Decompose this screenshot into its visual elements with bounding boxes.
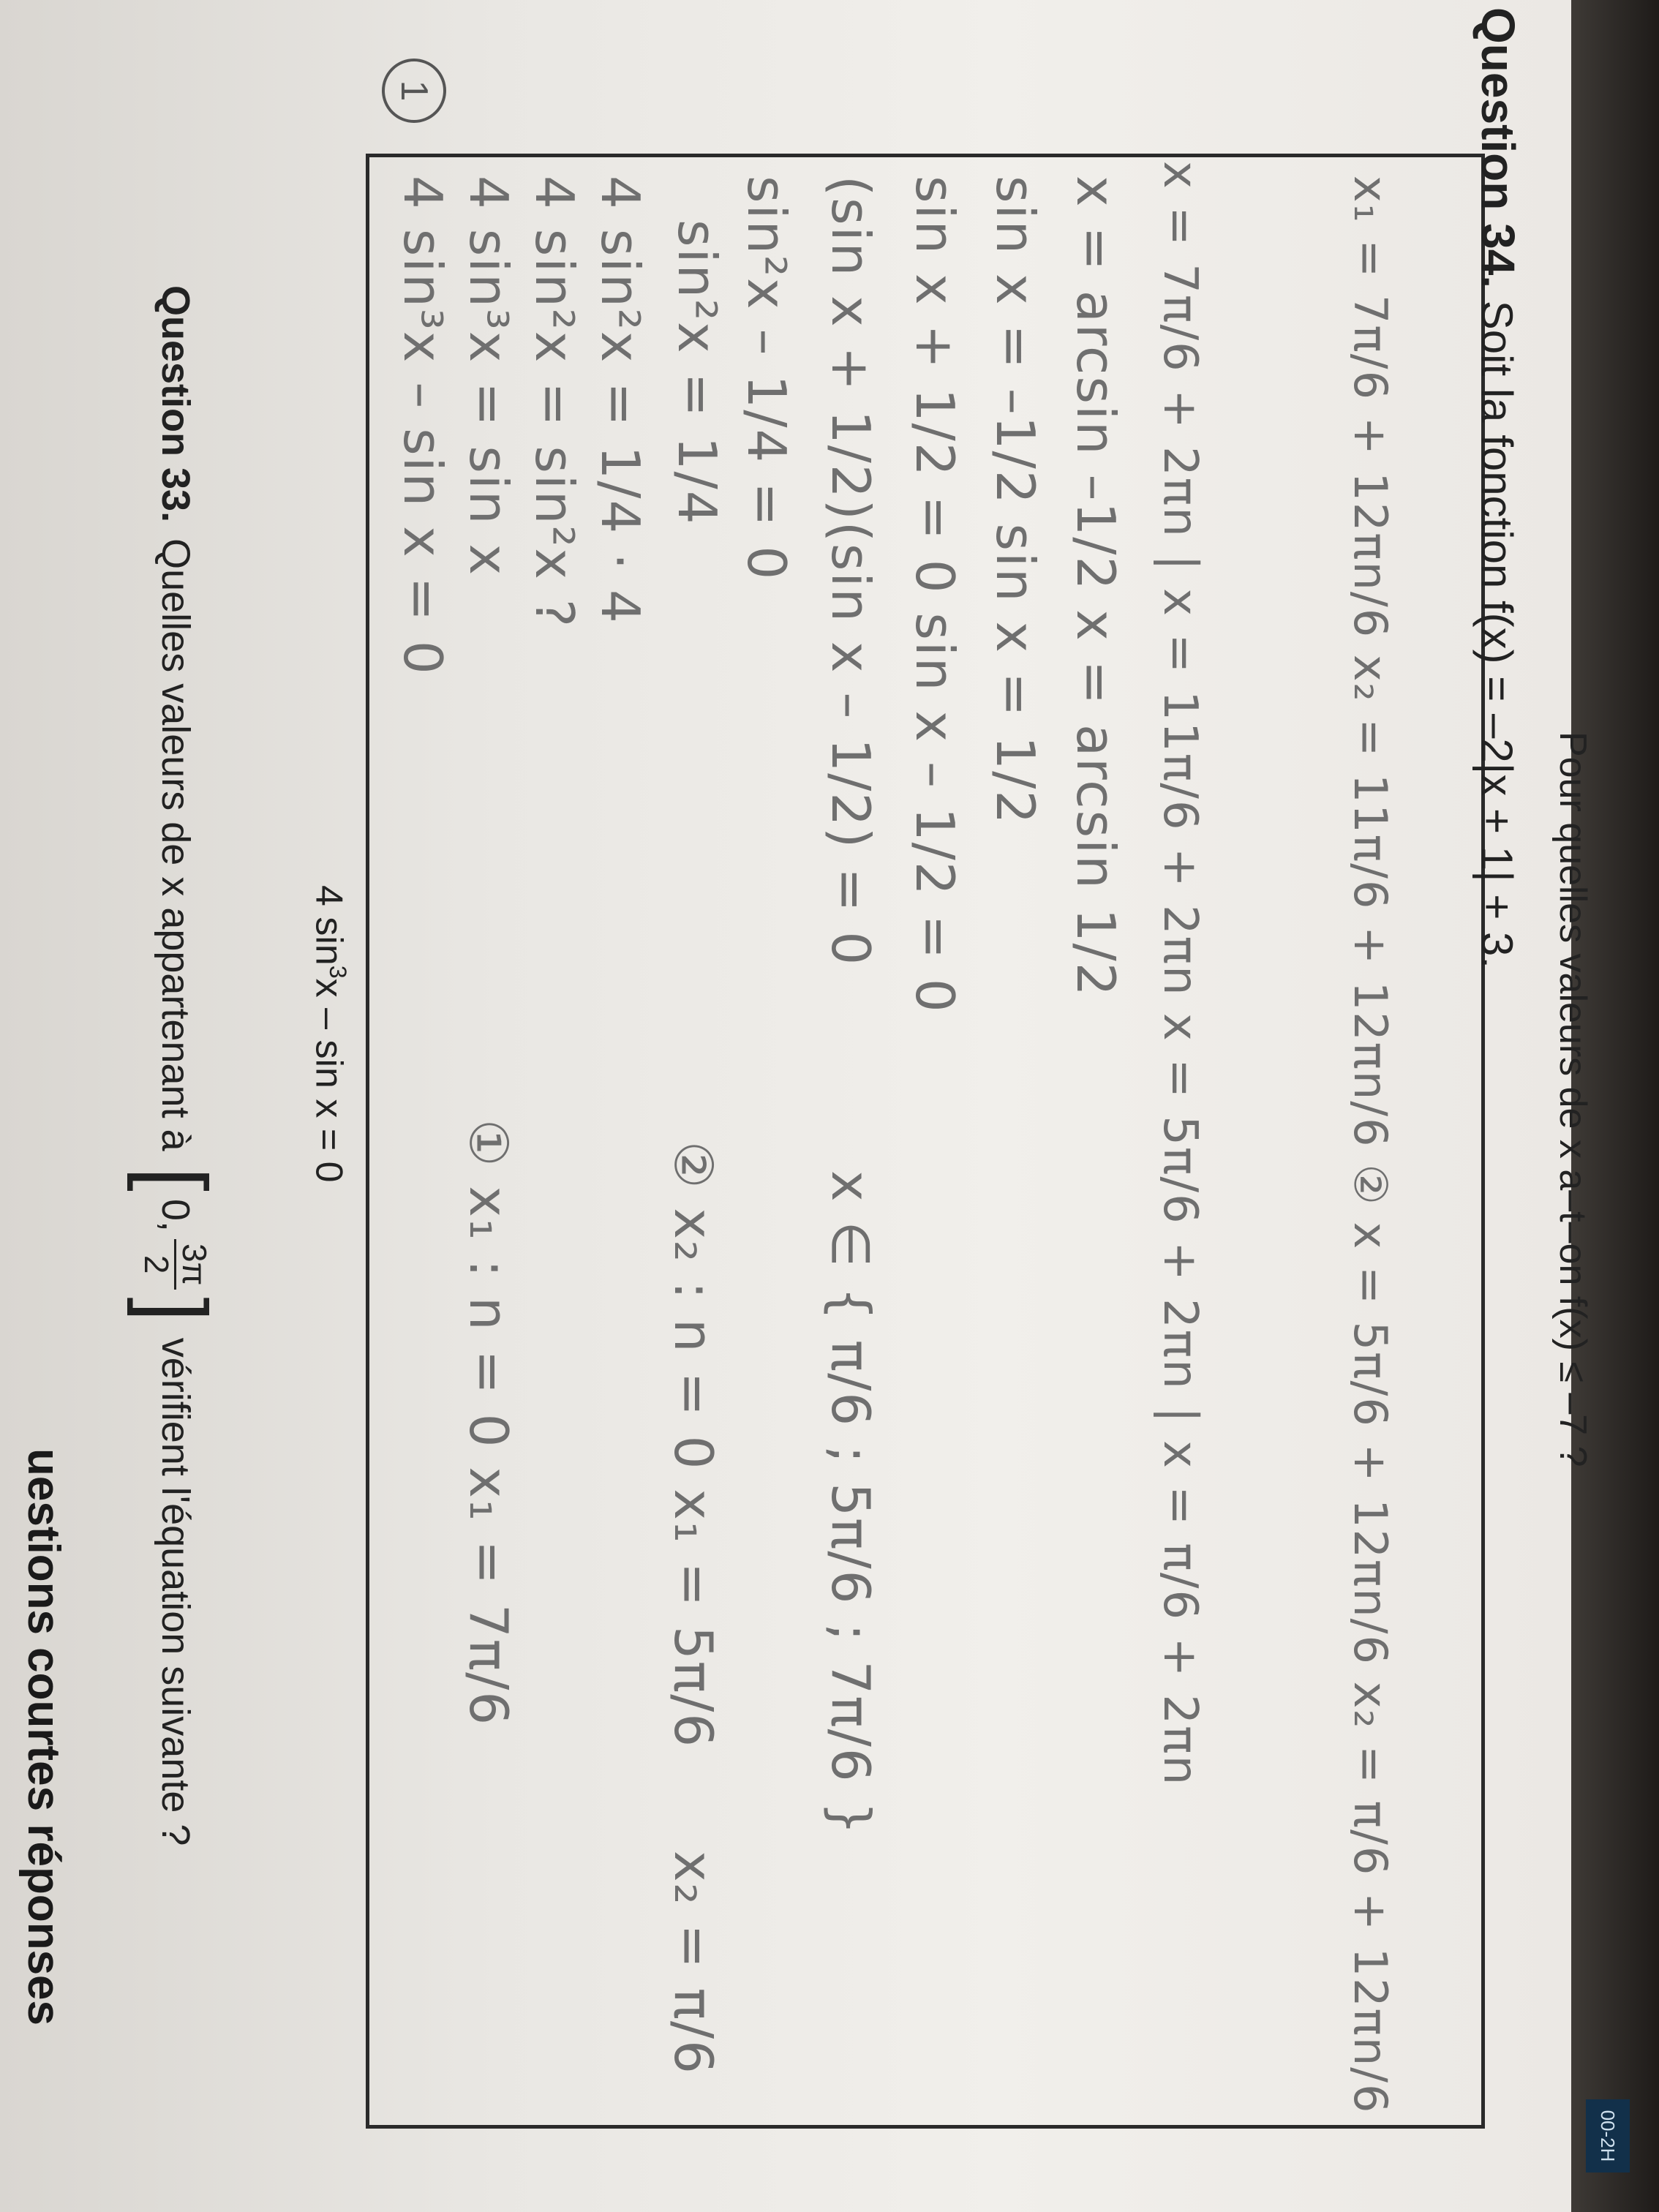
interval-end-fraction — [139, 1239, 212, 1290]
interval-end-den: 2 — [138, 1254, 176, 1274]
question-34-number: Question 34. — [1472, 7, 1524, 289]
equation-left: 4 sin — [307, 885, 350, 966]
question-34-followup: Pour quelles valeurs de x a–t–on f(x) ≤ –7 ? — [1551, 731, 1594, 1467]
question-34 — [1471, 7, 1525, 968]
interval — [127, 1167, 225, 1322]
question-33 — [127, 285, 225, 1846]
result-line-1: ① x₁ : n = 0 x₁ = 7π/6 — [458, 1119, 519, 1727]
work-line-1: 4 sin³x – sin x = 0 — [392, 176, 454, 676]
equation — [307, 885, 351, 1183]
work-line-8: sin x + 1/2 = 0 sin x – 1/2 = 0 — [904, 176, 966, 1014]
work-line-9: sin x = –1/2 sin x = 1/2 — [985, 176, 1046, 826]
side-label: 00-2H — [1586, 2099, 1630, 2172]
work-line-6: sin²x – 1/4 = 0 — [736, 176, 797, 582]
question-33-prompt-end: vérifient l'équation suivante ? — [154, 1337, 198, 1846]
work-line-5: sin²x = 1/4 — [666, 219, 728, 526]
work-line-2: 4 sin³x = sin x — [458, 176, 519, 577]
question-33-number: Question 33. — [154, 285, 198, 523]
question-34-text: Soit la fonction f(x) = –2|x + 1| + 3. — [1472, 300, 1521, 969]
equation-exponent: 3 — [325, 965, 351, 979]
work-line-3: 4 sin²x = sin²x ? — [524, 176, 585, 629]
section-header: uestions courtes réponses — [18, 1448, 69, 2026]
result-set: x ∈ { π/6 ; 5π/6 ; 7π/6 } — [820, 1170, 881, 1837]
interval-start: 0, — [154, 1198, 198, 1233]
equation-right: x – sin x = 0 — [307, 978, 350, 1183]
result-line-2: ② x₂ : n = 0 x₁ = 5π/6 — [663, 1141, 724, 1749]
work-line-7: (sin x + 1/2)(sin x – 1/2) = 0 — [820, 176, 881, 967]
work-line-11: x = 7π/6 + 2πn | x = 11π/6 + 2πn x = 5π/6 + 2πn | x = π/6 + 2πn — [1153, 161, 1207, 1787]
question-33-prompt: Quelles valeurs de x appartenant à — [154, 538, 198, 1151]
interval-end-num: 3π — [175, 1239, 212, 1290]
circled-number: 1 — [382, 59, 446, 123]
right-bracket-icon: ] — [127, 1297, 225, 1322]
work-line-4: 4 sin²x = 1/4 · 4 — [590, 176, 651, 625]
result-line-4: x₂ = π/6 — [663, 1851, 724, 2075]
work-line-10: x = arcsin –1/2 x = arcsin 1/2 — [1065, 176, 1126, 998]
general-solutions: x₁ = 7π/6 + 12πn/6 x₂ = 11π/6 + 12πn/6 ② x = 5π/6 + 12πn/6 x₂ = π/6 + 12πn/6 — [1344, 176, 1397, 2115]
left-bracket-icon: [ — [127, 1167, 225, 1192]
